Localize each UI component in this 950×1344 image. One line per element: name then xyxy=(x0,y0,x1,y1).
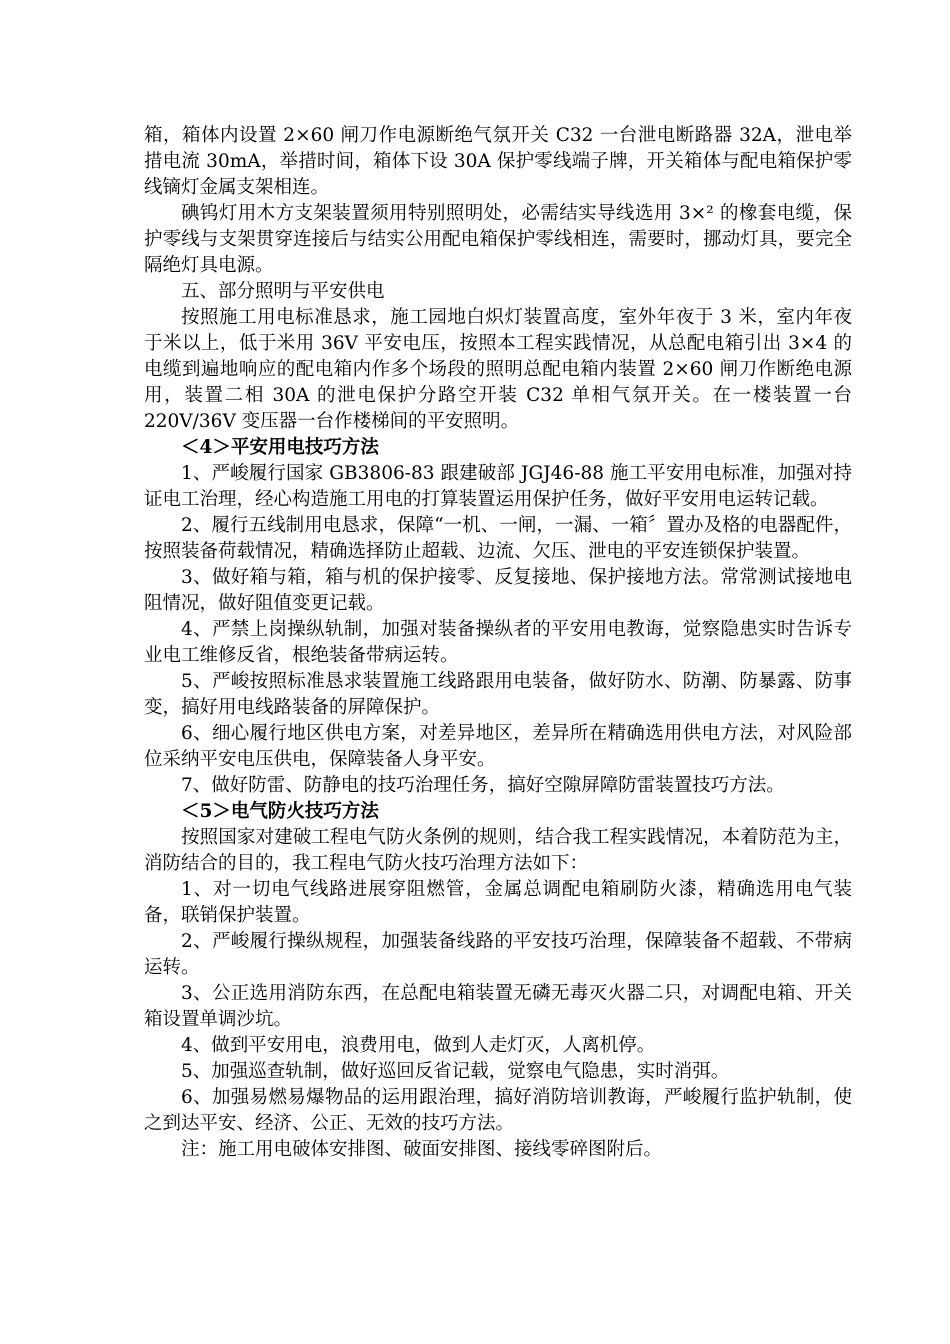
section-title-lighting: 五、部分照明与平安供电 xyxy=(181,281,385,302)
list-item-fire-4: 4、做到平安用电，浪费用电，做到人走灯灭，人离机停。 xyxy=(181,1035,656,1056)
document-page xyxy=(144,123,852,1163)
list-item-fire-1: 1、对一切电气线路进展穿阻燃管，金属总调配电箱刷防火漆，精确选用电气装备，联销保护装置。 xyxy=(144,879,852,926)
list-item-fire-5: 5、加强巡查轨制，做好巡回反省记载，觉察电气隐患，实时消弭。 xyxy=(181,1061,730,1082)
list-item-fire-3: 3、公正选用消防东西，在总配电箱装置无磷无毒灭火器二只，对调配电箱、开关箱设置单调沙坑。 xyxy=(144,983,852,1030)
paragraph-lighting-standard: 按照施工用电标准恳求，施工园地白炽灯装置高度，室外年夜于 3 米，室内年夜于米以上，低于米用 36V 平安电压，按照本工程实践情况，从总配电箱引出 3×4 的电缆到遍地响应的配电箱内作多个场段的照明总配电箱内装置 2×60 闸刀作断绝电源用，装置二相 30A 的泄电保护分路空开装 C32 单相气氛开关。在一楼装置一台 220V/36V 变压器一台作楼梯间的平安照明。 xyxy=(144,307,852,432)
paragraph-fire-intro: 按照国家对建破工程电气防火条例的规则，结合我工程实践情况，本着防范为主，消防结合的目的，我工程电气防火技巧治理方法如下： xyxy=(144,827,852,874)
list-item-safety-5: 5、严峻按照标准恳求装置施工线路跟用电装备，做好防水、防潮、防暴露、防事变，搞好用电线路装备的屏障保护。 xyxy=(144,671,852,718)
paragraph-iodine-lamp: 碘钨灯用木方支架装置须用特别照明处，必需结实导线选用 3×² 的橡套电缆，保护零线与支架贯穿连接后与结实公用配电箱保护零线相连，需要时，挪动灯具，要完全隔绝灯具电源。 xyxy=(144,203,852,276)
paragraph-note: 注：施工用电破体安排图、破面安排图、接线零碎图附后。 xyxy=(181,1139,663,1160)
list-item-safety-4: 4、严禁上岗操纵轨制，加强对装备操纵者的平安用电教诲，觉察隐患实时告诉专业电工维修反省，根绝装备带病运转。 xyxy=(144,619,852,666)
heading-safe-electricity: ＜4＞平安用电技巧方法 xyxy=(181,437,379,458)
list-item-safety-1: 1、严峻履行国家 GB3806-83 跟建破部 JGJ46-88 施工平安用电标准，加强对持证电工治理，经心构造施工用电的打算装置运用保护任务，做好平安用电运转记载。 xyxy=(144,463,852,510)
paragraph-box-wiring: 箱，箱体内设置 2×60 闸刀作电源断绝气氛开关 C32 一台泄电断路器 32A，泄电举措电流 30mA，举措时间，箱体下设 30A 保护零线端子牌，开关箱体与配电箱保护零线镝灯金属支架相连。 xyxy=(144,125,852,198)
list-item-safety-6: 6、细心履行地区供电方案，对差异地区，差异所在精确选用供电方法，对风险部位采纳平安电压供电，保障装备人身平安。 xyxy=(144,723,852,770)
list-item-safety-2: 2、履行五线制用电恳求，保障“一机、一闸，一漏、一箱〞置办及格的电器配件，按照装备荷载情况，精确选择防止超载、边流、欠压、泄电的平安连锁保护装置。 xyxy=(144,515,852,562)
list-item-fire-6: 6、加强易燃易爆物品的运用跟治理，搞好消防培训教诲，严峻履行监护轨制，使之到达平安、经济、公正、无效的技巧方法。 xyxy=(144,1087,852,1134)
list-item-safety-7: 7、做好防雷、防静电的技巧治理任务，搞好空隙屏障防雷装置技巧方法。 xyxy=(181,775,785,796)
heading-fire-prevention: ＜5＞电气防火技巧方法 xyxy=(181,801,379,822)
list-item-safety-3: 3、做好箱与箱，箱与机的保护接零、反复接地、保护接地方法。常常测试接地电阻情况，做好阻值变更记载。 xyxy=(144,567,852,614)
list-item-fire-2: 2、严峻履行操纵规程，加强装备线路的平安技巧治理，保障装备不超载、不带病运转。 xyxy=(144,931,852,978)
